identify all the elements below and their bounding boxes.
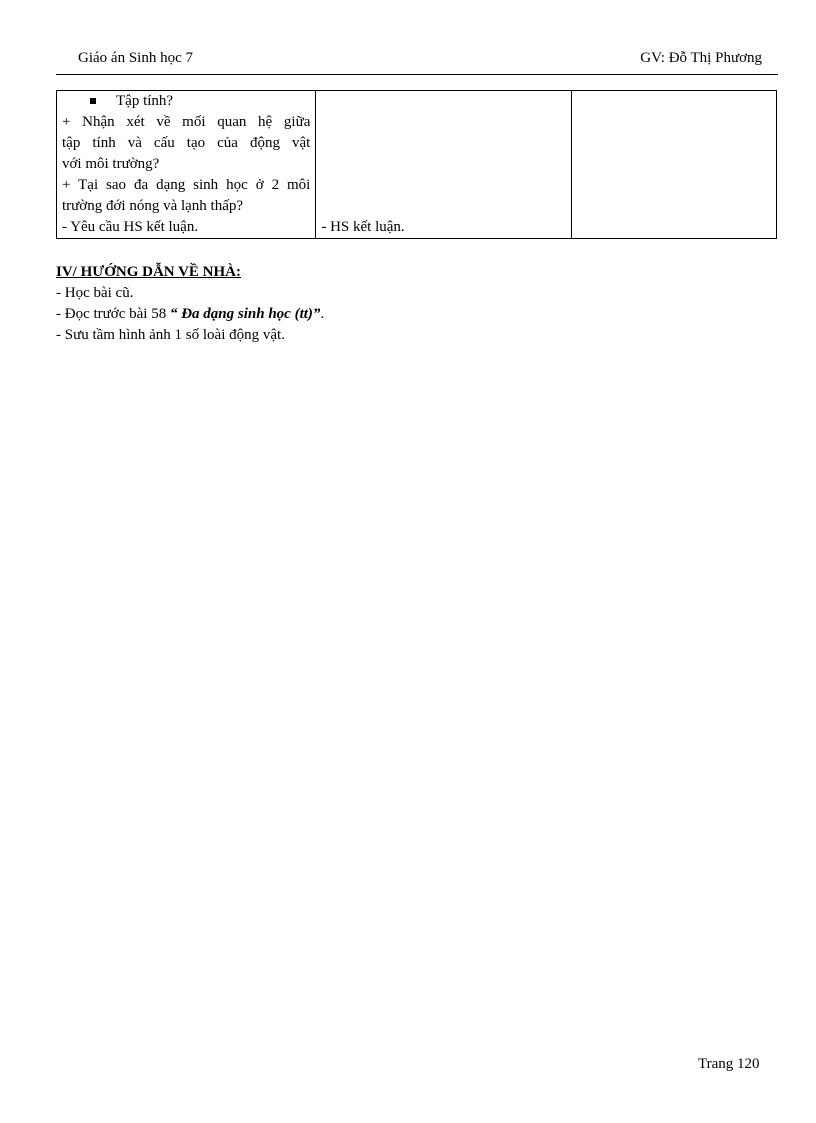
homework-section bbox=[56, 262, 756, 346]
bullet-item bbox=[62, 91, 310, 112]
student-conclusion: - HS kết luận. bbox=[321, 219, 405, 235]
question-line: + Nhận xét về mối quan hệ giữa bbox=[62, 114, 311, 130]
question-line: trường đới nóng và lạnh thấp? bbox=[62, 198, 244, 214]
question-line: với môi trường? bbox=[62, 156, 160, 172]
homework-item-suffix: . bbox=[320, 306, 325, 322]
instruction-line: - Yêu cầu HS kết luận. bbox=[62, 219, 199, 235]
bullet-text: Tập tính? bbox=[116, 93, 174, 109]
homework-item: - Sưu tầm hình ảnh 1 số loài động vật. bbox=[56, 327, 285, 343]
homework-item bbox=[56, 304, 756, 325]
header-rule bbox=[56, 74, 778, 75]
homework-title: IV/ HƯỚNG DẪN VỀ NHÀ: bbox=[56, 264, 242, 280]
table-row bbox=[57, 91, 777, 239]
content-cell bbox=[571, 91, 776, 239]
homework-item-prefix: - Đọc trước bài 58 bbox=[56, 306, 170, 322]
lesson-table bbox=[56, 90, 777, 239]
header-subject: Giáo án Sinh học 7 bbox=[78, 50, 193, 66]
question-line: tập tính và cấu tạo của động vật bbox=[62, 135, 311, 151]
page-number: Trang 120 bbox=[698, 1056, 760, 1072]
page-header bbox=[78, 50, 764, 72]
student-activity-cell bbox=[316, 91, 571, 239]
homework-item: - Học bài cũ. bbox=[56, 285, 134, 301]
teacher-activity-cell bbox=[57, 91, 316, 239]
lesson-title: “ Đa dạng sinh học (tt)” bbox=[169, 306, 321, 322]
square-bullet-icon bbox=[90, 98, 96, 104]
question-line: + Tại sao đa dạng sinh học ở 2 môi bbox=[62, 177, 311, 193]
header-teacher: GV: Đỗ Thị Phương bbox=[640, 50, 762, 66]
